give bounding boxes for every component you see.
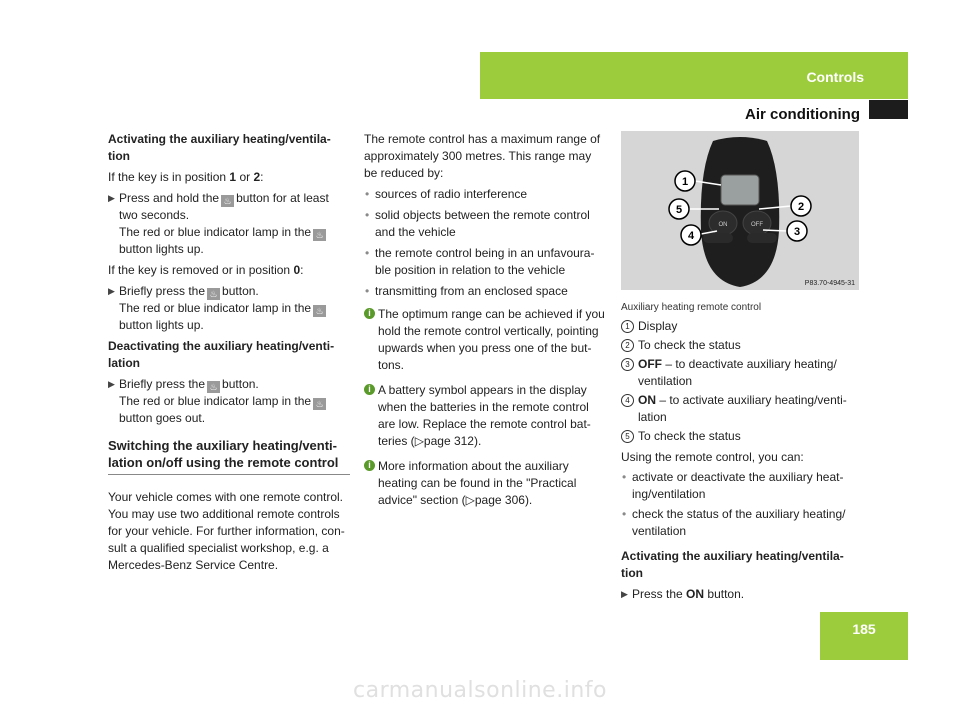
remote-intro-text: Your vehicle comes with one remote control. You may use two additional remote controls for your vehicle. For further information, con-sult a qualified specialist workshop, e.g. a Mercedes-Benz Service Centre. — [108, 490, 345, 572]
remote-control-photo — [621, 131, 859, 290]
heading-deactivating: Deactivating the auxiliary heating/venti-lation — [108, 339, 335, 370]
remote-on-button-label: ON — [718, 222, 728, 228]
info-icon: i — [364, 384, 375, 395]
triangle-right-icon: ▶ — [108, 286, 115, 296]
auxiliary-heating-icon: ♨ — [313, 305, 326, 317]
list-item: • activate or deactivate the auxiliary heat-ing/ventilation — [622, 470, 844, 501]
page-ref-link[interactable]: page 312 — [423, 434, 474, 448]
auxiliary-heating-icon: ♨ — [221, 195, 234, 207]
page-ref-link[interactable]: page 306 — [474, 493, 525, 507]
page-ref-arrow-icon: ▷ — [414, 434, 424, 448]
list-item: • the remote control being in an unfavoura-ble position in relation to the vehicle — [365, 246, 595, 277]
page-ref-arrow-icon: ▷ — [465, 493, 475, 507]
column-2 — [364, 131, 606, 509]
key-position-text: If the key is in position 1 or 2: — [108, 170, 264, 184]
watermark: carmanualsonline.info — [353, 678, 607, 703]
legend-item: 1 Display — [621, 318, 861, 335]
column-3 — [621, 131, 861, 607]
using-remote-text: Using the remote control, you can: — [621, 450, 804, 464]
auxiliary-heating-icon: ♨ — [207, 381, 220, 393]
chapter-tab-label: Controls — [806, 69, 864, 85]
list-item: • transmitting from an enclosed space — [365, 284, 568, 298]
triangle-right-icon: ▶ — [108, 193, 115, 203]
triangle-right-icon: ▶ — [621, 589, 628, 599]
image-caption: Auxiliary heating remote control — [621, 302, 762, 313]
remote-control-illustration — [621, 131, 859, 290]
list-item: • check the status of the auxiliary heating/ ventilation — [622, 507, 846, 538]
note-more-info: i More information about the auxiliary heating can be found in the "Practical advice" section (▷page 306). — [364, 458, 606, 509]
info-icon: i — [364, 460, 375, 471]
legend-item: 4 ON – to activate auxiliary heating/venti-lation — [621, 392, 861, 426]
remote-display — [721, 175, 759, 205]
section-title: Air conditioning — [745, 106, 860, 123]
step-briefly-press: ▶ Briefly press the ♨ button. The red or blue indicator lamp in the ♨ button lights up. — [108, 283, 350, 334]
legend-item: 2 To check the status — [621, 337, 861, 354]
step-deactivate: ▶ Briefly press the ♨ button. The red or blue indicator lamp in the ♨ button goes out. — [108, 376, 350, 427]
step-press-hold: ▶ Press and hold the ♨ button for at least two seconds. The red or blue indicator lamp in the ♨ button lights up. — [108, 191, 329, 256]
auxiliary-heating-icon: ♨ — [207, 288, 220, 300]
callout-2: 2 — [797, 201, 805, 213]
heading-activating-2: Activating the auxiliary heating/ventila-tion — [621, 549, 844, 580]
info-icon: i — [364, 308, 375, 319]
legend-item: 5 To check the status — [621, 428, 861, 445]
note-optimum-range: i The optimum range can be achieved if you hold the remote control vertically, pointing upwards when you press one of the but-tons. — [364, 306, 606, 374]
section-heading-remote: Switching the auxiliary heating/venti-lation on/off using the remote control — [108, 437, 350, 475]
legend-item: 3 OFF – to deactivate auxiliary heating/ ventilation — [621, 356, 861, 390]
note-battery: i A battery symbol appears in the display when the batteries in the remote control are low. Replace the remote control bat-teries (▷page 312). — [364, 382, 606, 450]
auxiliary-heating-icon: ♨ — [313, 398, 326, 410]
image-code: P83.70-4945-31 — [804, 280, 855, 287]
triangle-right-icon: ▶ — [108, 379, 115, 389]
chapter-tab — [480, 52, 908, 99]
key-removed-text: If the key is removed or in position 0: — [108, 263, 304, 277]
callout-4: 4 — [687, 230, 695, 242]
list-item: • sources of radio interference — [365, 187, 528, 201]
step-press-on: ▶ Press the ON button. — [621, 587, 745, 601]
page-number: 185 — [820, 612, 908, 660]
auxiliary-heating-icon: ♨ — [313, 229, 326, 241]
remote-off-button-label: OFF — [751, 222, 763, 228]
range-intro: The remote control has a maximum range of approximately 300 metres. This range may be reduced by: — [364, 132, 601, 180]
column-1 — [108, 131, 350, 574]
callout-5: 5 — [675, 204, 683, 216]
heading-activating: Activating the auxiliary heating/ventila-tion — [108, 132, 331, 163]
callout-3: 3 — [793, 226, 801, 238]
callout-1: 1 — [681, 176, 689, 188]
section-marker — [869, 100, 908, 119]
list-item: • solid objects between the remote control and the vehicle — [365, 208, 590, 239]
